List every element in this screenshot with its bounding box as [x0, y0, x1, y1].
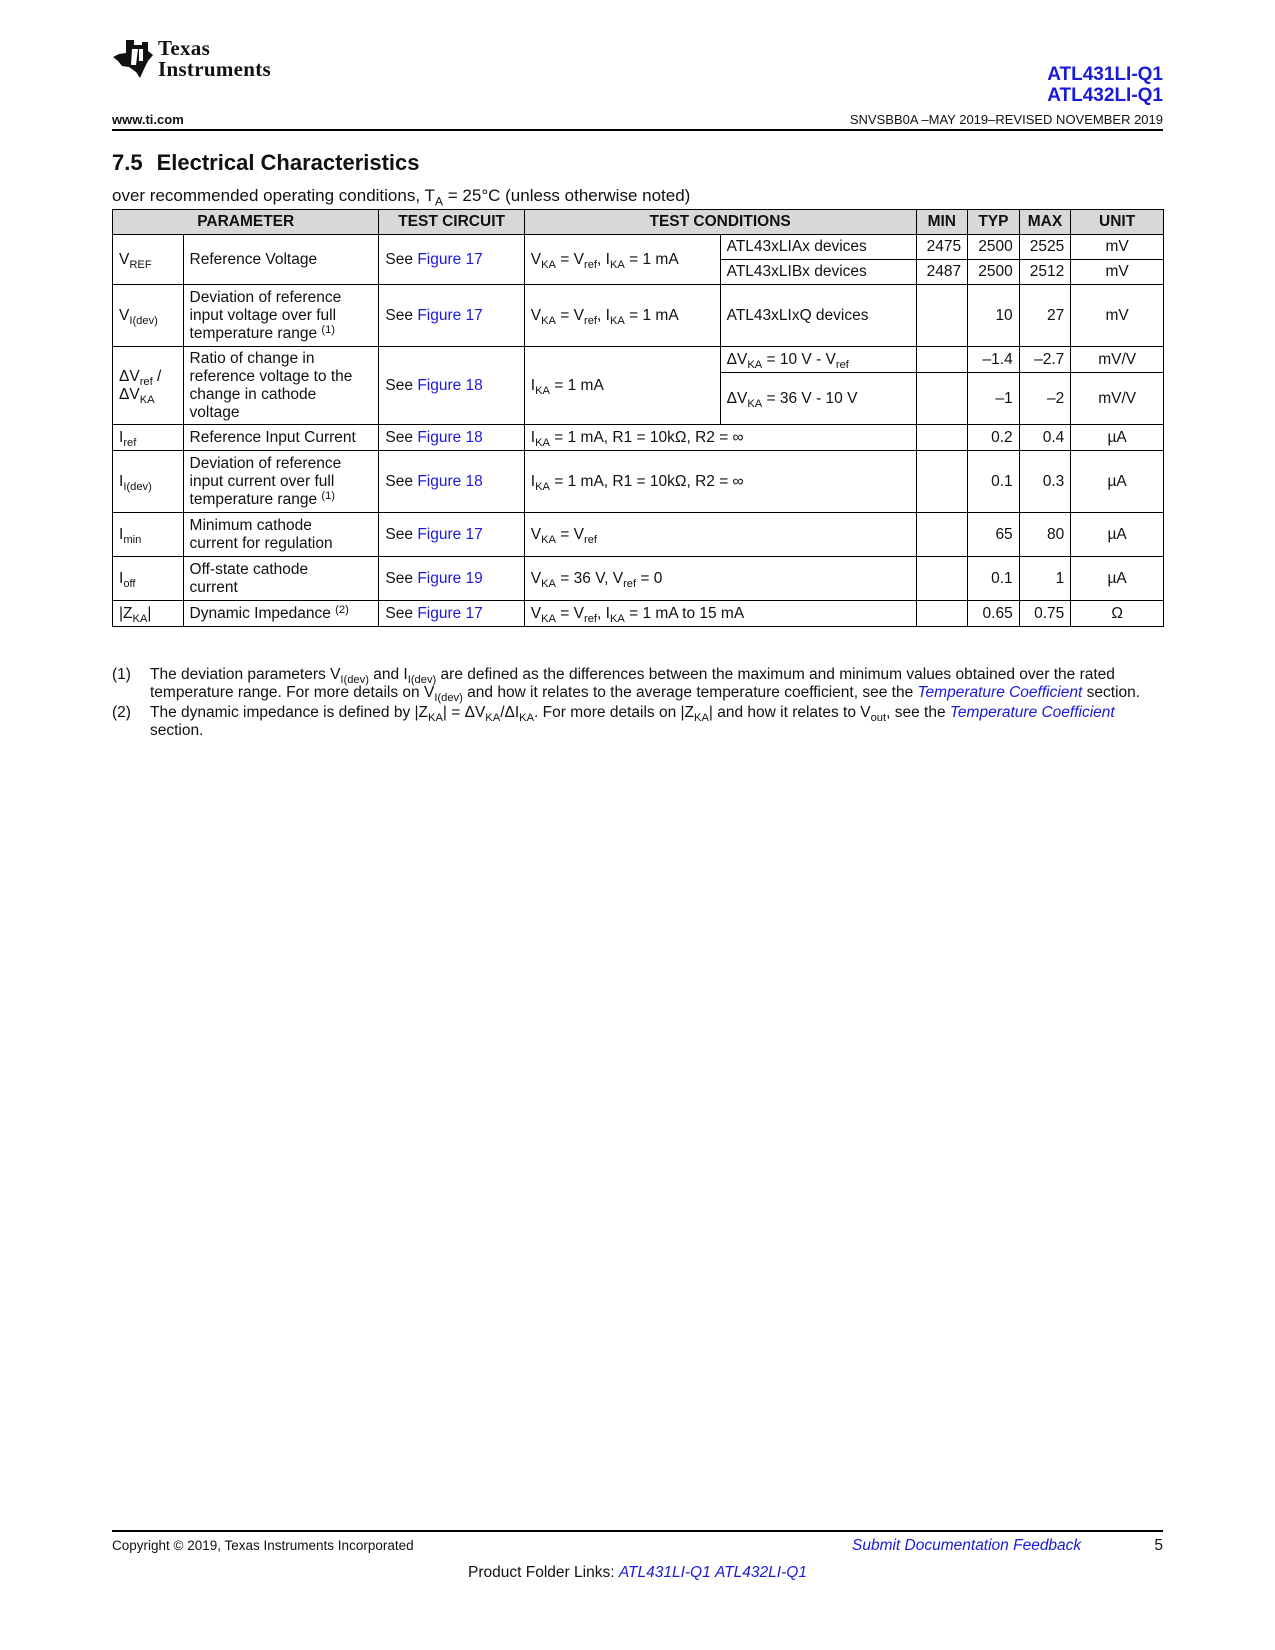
- typ-value: –1: [968, 373, 1020, 425]
- min-value: [916, 425, 968, 451]
- figure-link[interactable]: Figure 18: [417, 376, 483, 394]
- test-condition: $V_{KA} = V_{ref}$, $I_{KA} = 1$ mA: [524, 235, 720, 285]
- max-value: 0.4: [1019, 425, 1071, 451]
- unit-value: mV/V: [1071, 347, 1164, 373]
- table-row: [113, 235, 1164, 260]
- header-rule: [112, 129, 1163, 131]
- logo-instruments: Instruments: [158, 57, 271, 81]
- table-row: [113, 347, 1164, 373]
- symbol-vi-dev: $V_{I(dev)}$: [113, 285, 184, 347]
- device-variant: ATL43xLIBx devices: [720, 260, 916, 285]
- submit-feedback-link[interactable]: Submit Documentation Feedback: [852, 1537, 1082, 1554]
- delta-condition: $\Delta V_{KA} = 36$ V - 10 V: [720, 373, 916, 425]
- temperature-coefficient-link[interactable]: Temperature Coefficient: [949, 704, 1115, 721]
- param-desc: Reference Voltage: [183, 235, 379, 285]
- col-parameter: PARAMETER: [113, 210, 379, 235]
- device-variant: ATL43xLIAx devices: [720, 235, 916, 260]
- typ-value: 0.2: [968, 425, 1020, 451]
- typ-value: 0.65: [968, 601, 1020, 627]
- section-heading: Electrical Characteristics: [156, 150, 420, 175]
- param-desc: Deviation of reference input current over full temperature range $^{(1)}$: [183, 451, 379, 513]
- footer-rule: [112, 1530, 1163, 1532]
- copyright: Copyright © 2019, Texas Instruments Incorporated: [112, 1538, 414, 1553]
- test-condition: $V_{KA} = V_{ref}$, $I_{KA} = 1$ mA: [524, 285, 720, 347]
- ti-logo[interactable]: [112, 38, 271, 80]
- typ-value: 0.1: [968, 451, 1020, 513]
- typ-value: –1.4: [968, 347, 1020, 373]
- test-circuit: See Figure 19: [379, 557, 524, 601]
- page-number: 5: [1154, 1537, 1163, 1554]
- min-value: [916, 513, 968, 557]
- max-value: 2525: [1019, 235, 1071, 260]
- col-max: MAX: [1019, 210, 1071, 235]
- section-number: 7.5: [112, 150, 143, 175]
- product-folder-links: [0, 1564, 1275, 1582]
- cond-text: over recommended operating conditions, T: [112, 186, 435, 205]
- table-row: [113, 513, 1164, 557]
- param-desc: Deviation of reference input voltage over full temperature range $^{(1)}$: [183, 285, 379, 347]
- test-condition: $I_{KA} = 1$ mA, R1 = 10kΩ, R2 = ∞: [524, 451, 916, 513]
- min-value: [916, 373, 968, 425]
- min-value: 2475: [916, 235, 968, 260]
- param-desc: Off-state cathode current: [183, 557, 379, 601]
- unit-value: mV: [1071, 260, 1164, 285]
- max-value: 27: [1019, 285, 1071, 347]
- site-url[interactable]: www.ti.com: [112, 112, 184, 127]
- table-notes: [112, 666, 1164, 742]
- test-circuit: See Figure 17: [379, 513, 524, 557]
- max-value: 1: [1019, 557, 1071, 601]
- max-value: –2.7: [1019, 347, 1071, 373]
- note-text: The deviation parameters $V_{I(dev)}$ and $I_{I(dev)}$ are defined as the differences between the maximum and minimum values obtained over the rated temperature range. For more details on $V_{I(dev)}$ and how it relates to the average temperature coefficient, see the Temperature Coefficient section.: [150, 666, 1141, 704]
- unit-value: Ω: [1071, 601, 1164, 627]
- pfl-link-431[interactable]: ATL431LI-Q1: [618, 1564, 711, 1581]
- max-value: 80: [1019, 513, 1071, 557]
- figure-link[interactable]: Figure 17: [417, 525, 483, 543]
- typ-value: 2500: [968, 260, 1020, 285]
- test-circuit: See Figure 17: [379, 285, 524, 347]
- symbol-ioff: $I_{off}$: [113, 557, 184, 601]
- min-value: [916, 285, 968, 347]
- part-number-432[interactable]: ATL432LI-Q1: [1047, 85, 1163, 106]
- table-row: [113, 425, 1164, 451]
- figure-link[interactable]: Figure 19: [417, 569, 483, 587]
- param-desc: Minimum cathode current for regulation: [183, 513, 379, 557]
- part-number-431[interactable]: ATL431LI-Q1: [1047, 64, 1163, 85]
- delta-condition: $\Delta V_{KA} = 10$ V - $V_{ref}$: [720, 347, 916, 373]
- symbol-imin: $I_{min}$: [113, 513, 184, 557]
- max-value: 2512: [1019, 260, 1071, 285]
- test-condition: $V_{KA} = V_{ref}$: [524, 513, 916, 557]
- test-condition: $I_{KA} = 1$ mA: [524, 347, 720, 425]
- pfl-label: Product Folder Links:: [468, 1564, 619, 1581]
- operating-conditions: [112, 186, 691, 209]
- figure-link[interactable]: Figure 17: [417, 250, 483, 268]
- table-row: [113, 557, 1164, 601]
- unit-value: µA: [1071, 513, 1164, 557]
- test-circuit: See Figure 18: [379, 347, 524, 425]
- col-test-circuit: TEST CIRCUIT: [379, 210, 524, 235]
- logo-texas: Texas: [158, 36, 211, 60]
- min-value: [916, 451, 968, 513]
- test-condition: $V_{KA} = 36$ V, $V_{ref} = 0$: [524, 557, 916, 601]
- temperature-coefficient-link[interactable]: Temperature Coefficient: [917, 684, 1083, 701]
- unit-value: µA: [1071, 425, 1164, 451]
- test-circuit: See Figure 18: [379, 451, 524, 513]
- min-value: [916, 557, 968, 601]
- note-text: The dynamic impedance is defined by $|Z_{KA}| = \Delta V_{KA}/\Delta I_{KA}$. For more details on $|Z_{KA}|$ and how it relates to $V_{out}$, see the Temperature Coefficient section.: [150, 704, 1115, 739]
- col-unit: UNIT: [1071, 210, 1164, 235]
- table-row: [113, 601, 1164, 627]
- col-typ: TYP: [968, 210, 1020, 235]
- test-circuit: See Figure 17: [379, 235, 524, 285]
- symbol-vref: $V_{REF}$: [113, 235, 184, 285]
- figure-link[interactable]: Figure 17: [417, 306, 483, 324]
- typ-value: 2500: [968, 235, 1020, 260]
- cond-text-end: = 25°C (unless otherwise noted): [443, 186, 691, 205]
- max-value: –2: [1019, 373, 1071, 425]
- test-condition: $V_{KA} = V_{ref}$, $I_{KA} = 1$ mA to 15 mA: [524, 601, 916, 627]
- symbol-zka: $|Z_{KA}|$: [113, 601, 184, 627]
- figure-link[interactable]: Figure 18: [417, 472, 483, 490]
- device-variant: ATL43xLIxQ devices: [720, 285, 916, 347]
- typ-value: 10: [968, 285, 1020, 347]
- max-value: 0.75: [1019, 601, 1071, 627]
- param-desc: Dynamic Impedance $^{(2)}$: [183, 601, 379, 627]
- test-circuit: See Figure 18: [379, 425, 524, 451]
- symbol-dvref-dvka: $\Delta V_{ref}$ / $\Delta V_{KA}$: [113, 347, 184, 425]
- part-numbers: [1047, 64, 1163, 106]
- pfl-link-432[interactable]: ATL432LI-Q1: [715, 1564, 807, 1581]
- unit-value: µA: [1071, 451, 1164, 513]
- electrical-characteristics-table: [112, 209, 1164, 627]
- typ-value: 0.1: [968, 557, 1020, 601]
- doc-id: SNVSBB0A –MAY 2019–REVISED NOVEMBER 2019: [849, 112, 1163, 127]
- section-title: [112, 150, 420, 176]
- col-test-conditions: TEST CONDITIONS: [524, 210, 916, 235]
- note-1: [112, 666, 1164, 702]
- note-label: (1): [112, 666, 131, 683]
- min-value: [916, 347, 968, 373]
- figure-link[interactable]: Figure 18: [417, 428, 483, 446]
- note-label: (2): [112, 704, 131, 721]
- figure-link[interactable]: Figure 17: [417, 604, 483, 622]
- param-desc: Reference Input Current: [183, 425, 379, 451]
- ti-bug-icon: [112, 39, 154, 79]
- cond-sub: A: [434, 194, 444, 209]
- symbol-iref: $I_{ref}$: [113, 425, 184, 451]
- min-value: 2487: [916, 260, 968, 285]
- param-desc: Ratio of change in reference voltage to the change in cathode voltage: [183, 347, 379, 425]
- test-condition: $I_{KA} = 1$ mA, R1 = 10kΩ, R2 = ∞: [524, 425, 916, 451]
- unit-value: mV: [1071, 285, 1164, 347]
- typ-value: 65: [968, 513, 1020, 557]
- table-header-row: [113, 210, 1164, 235]
- min-value: [916, 601, 968, 627]
- table-row: [113, 451, 1164, 513]
- unit-value: mV/V: [1071, 373, 1164, 425]
- max-value: 0.3: [1019, 451, 1071, 513]
- col-min: MIN: [916, 210, 968, 235]
- unit-value: mV: [1071, 235, 1164, 260]
- table-row: [113, 285, 1164, 347]
- note-2: [112, 704, 1164, 740]
- symbol-ii-dev: $I_{I(dev)}$: [113, 451, 184, 513]
- test-circuit: See Figure 17: [379, 601, 524, 627]
- unit-value: µA: [1071, 557, 1164, 601]
